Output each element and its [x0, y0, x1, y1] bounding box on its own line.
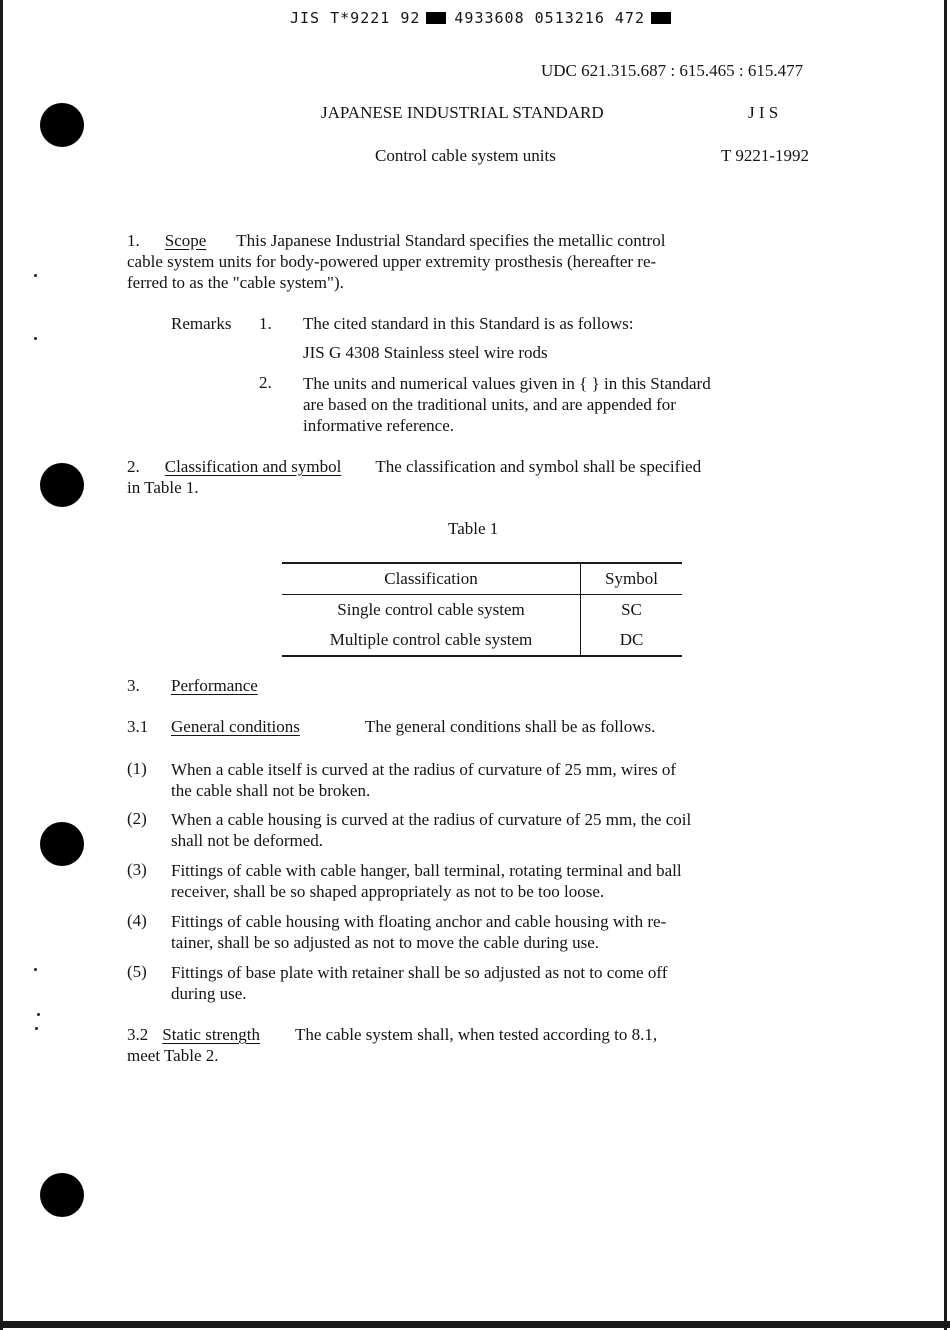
- general-conditions-text: The general conditions shall be as follows.: [365, 717, 656, 736]
- section-heading-scope: Scope: [164, 231, 207, 250]
- remark-text-line: The units and numerical values given in { } in this Standard: [303, 374, 711, 393]
- list-item-line: When a cable itself is curved at the radius of curvature of 25 mm, wires of: [171, 760, 677, 779]
- classification-section: [127, 456, 701, 498]
- scan-speck: [34, 968, 37, 971]
- list-item-number: (5): [127, 962, 147, 981]
- remarks-label: Remarks: [171, 314, 232, 333]
- list-item-line: the cable shall not be broken.: [171, 781, 371, 800]
- page-border-right: [944, 0, 947, 1330]
- page-border-bottom: [0, 1321, 950, 1328]
- document-code-number: 4933608 0513216 472: [454, 9, 645, 27]
- document-code-prefix: JIS T*9221 92: [290, 9, 421, 27]
- subsection-number: 3.1: [127, 717, 149, 736]
- subsection-number: 3.2: [127, 1025, 149, 1044]
- scan-speck: [35, 1027, 38, 1030]
- standard-title: Control cable system units: [375, 146, 556, 165]
- standard-org: JAPANESE INDUSTRIAL STANDARD: [321, 103, 604, 122]
- table-caption: Table 1: [448, 519, 499, 538]
- column-header-symbol: Symbol: [581, 563, 683, 595]
- punch-hole: [40, 103, 84, 147]
- column-header-classification: Classification: [282, 563, 581, 595]
- table-cell-classification: Multiple control cable system: [282, 625, 581, 656]
- static-strength-section: [127, 1024, 657, 1066]
- static-text-line: meet Table 2.: [127, 1046, 219, 1065]
- remark-text: The cited standard in this Standard is as follows:: [303, 314, 634, 333]
- list-item: [171, 759, 676, 801]
- list-item-line: Fittings of cable with cable hanger, ball terminal, rotating terminal and ball: [171, 861, 682, 880]
- list-item: [171, 962, 667, 1004]
- remark-2-text: [303, 373, 711, 436]
- table-cell-symbol: SC: [621, 600, 642, 619]
- section-number: 1.: [127, 231, 140, 250]
- subsection-heading-static: Static strength: [162, 1025, 260, 1044]
- scope-text-line: ferred to as the "cable system").: [127, 273, 344, 292]
- list-item: [171, 860, 682, 902]
- table-row: [282, 595, 682, 626]
- document-code-line: [290, 9, 679, 27]
- classification-text-line: in Table 1.: [127, 478, 199, 497]
- list-item-line: tainer, shall be so adjusted as not to move the cable during use.: [171, 933, 599, 952]
- section-number: 2.: [127, 457, 140, 476]
- scan-speck: [37, 1013, 40, 1016]
- list-item-number: (2): [127, 809, 147, 828]
- code-block-mark: [426, 12, 446, 24]
- scan-speck: [34, 274, 37, 277]
- page-border-left: [0, 0, 3, 1330]
- list-item: [171, 911, 666, 953]
- scope-text-line: This Japanese Industrial Standard specifies the metallic control: [236, 231, 666, 250]
- table-cell-symbol: DC: [619, 630, 644, 649]
- list-item: [171, 809, 691, 851]
- section-heading-performance: Performance: [171, 676, 258, 695]
- remark-number: 2.: [259, 373, 272, 392]
- list-item-number: (1): [127, 759, 147, 778]
- code-block-mark: [651, 12, 671, 24]
- list-item-number: (3): [127, 860, 147, 879]
- table-row: [282, 625, 682, 656]
- scan-speck: [34, 337, 37, 340]
- remark-text-line: informative reference.: [303, 416, 455, 435]
- remark-number: 1.: [259, 314, 272, 333]
- cited-standard: JIS G 4308 Stainless steel wire rods: [303, 343, 548, 362]
- list-item-line: during use.: [171, 984, 247, 1003]
- table-cell-classification: Single control cable system: [282, 595, 581, 626]
- classification-table: [282, 562, 682, 657]
- punch-hole: [40, 463, 84, 507]
- section-number: 3.: [127, 676, 140, 695]
- list-item-line: shall not be deformed.: [171, 831, 324, 850]
- subsection-heading-general: General conditions: [171, 717, 300, 736]
- scope-section: [127, 230, 665, 293]
- list-item-line: receiver, shall be so shaped appropriately as not to be too loose.: [171, 882, 605, 901]
- punch-hole: [40, 1173, 84, 1217]
- table-header-row: [282, 563, 682, 595]
- classification-text-line: The classification and symbol shall be specified: [375, 457, 702, 476]
- list-item-line: When a cable housing is curved at the radius of curvature of 25 mm, the coil: [171, 810, 692, 829]
- scope-text-line: cable system units for body-powered upper extremity prosthesis (hereafter re-: [127, 252, 657, 271]
- list-item-line: Fittings of cable housing with floating anchor and cable housing with re-: [171, 912, 667, 931]
- remark-text-line: are based on the traditional units, and are appended for: [303, 395, 676, 414]
- static-text-line: The cable system shall, when tested according to 8.1,: [294, 1025, 658, 1044]
- section-heading-classification: Classification and symbol: [164, 457, 342, 476]
- list-item-number: (4): [127, 911, 147, 930]
- punch-hole: [40, 822, 84, 866]
- standard-number: T 9221-1992: [721, 146, 809, 165]
- jis-mark: J I S: [748, 103, 779, 122]
- udc-number: UDC 621.315.687 : 615.465 : 615.477: [541, 61, 804, 80]
- list-item-line: Fittings of base plate with retainer shall be so adjusted as not to come off: [171, 963, 668, 982]
